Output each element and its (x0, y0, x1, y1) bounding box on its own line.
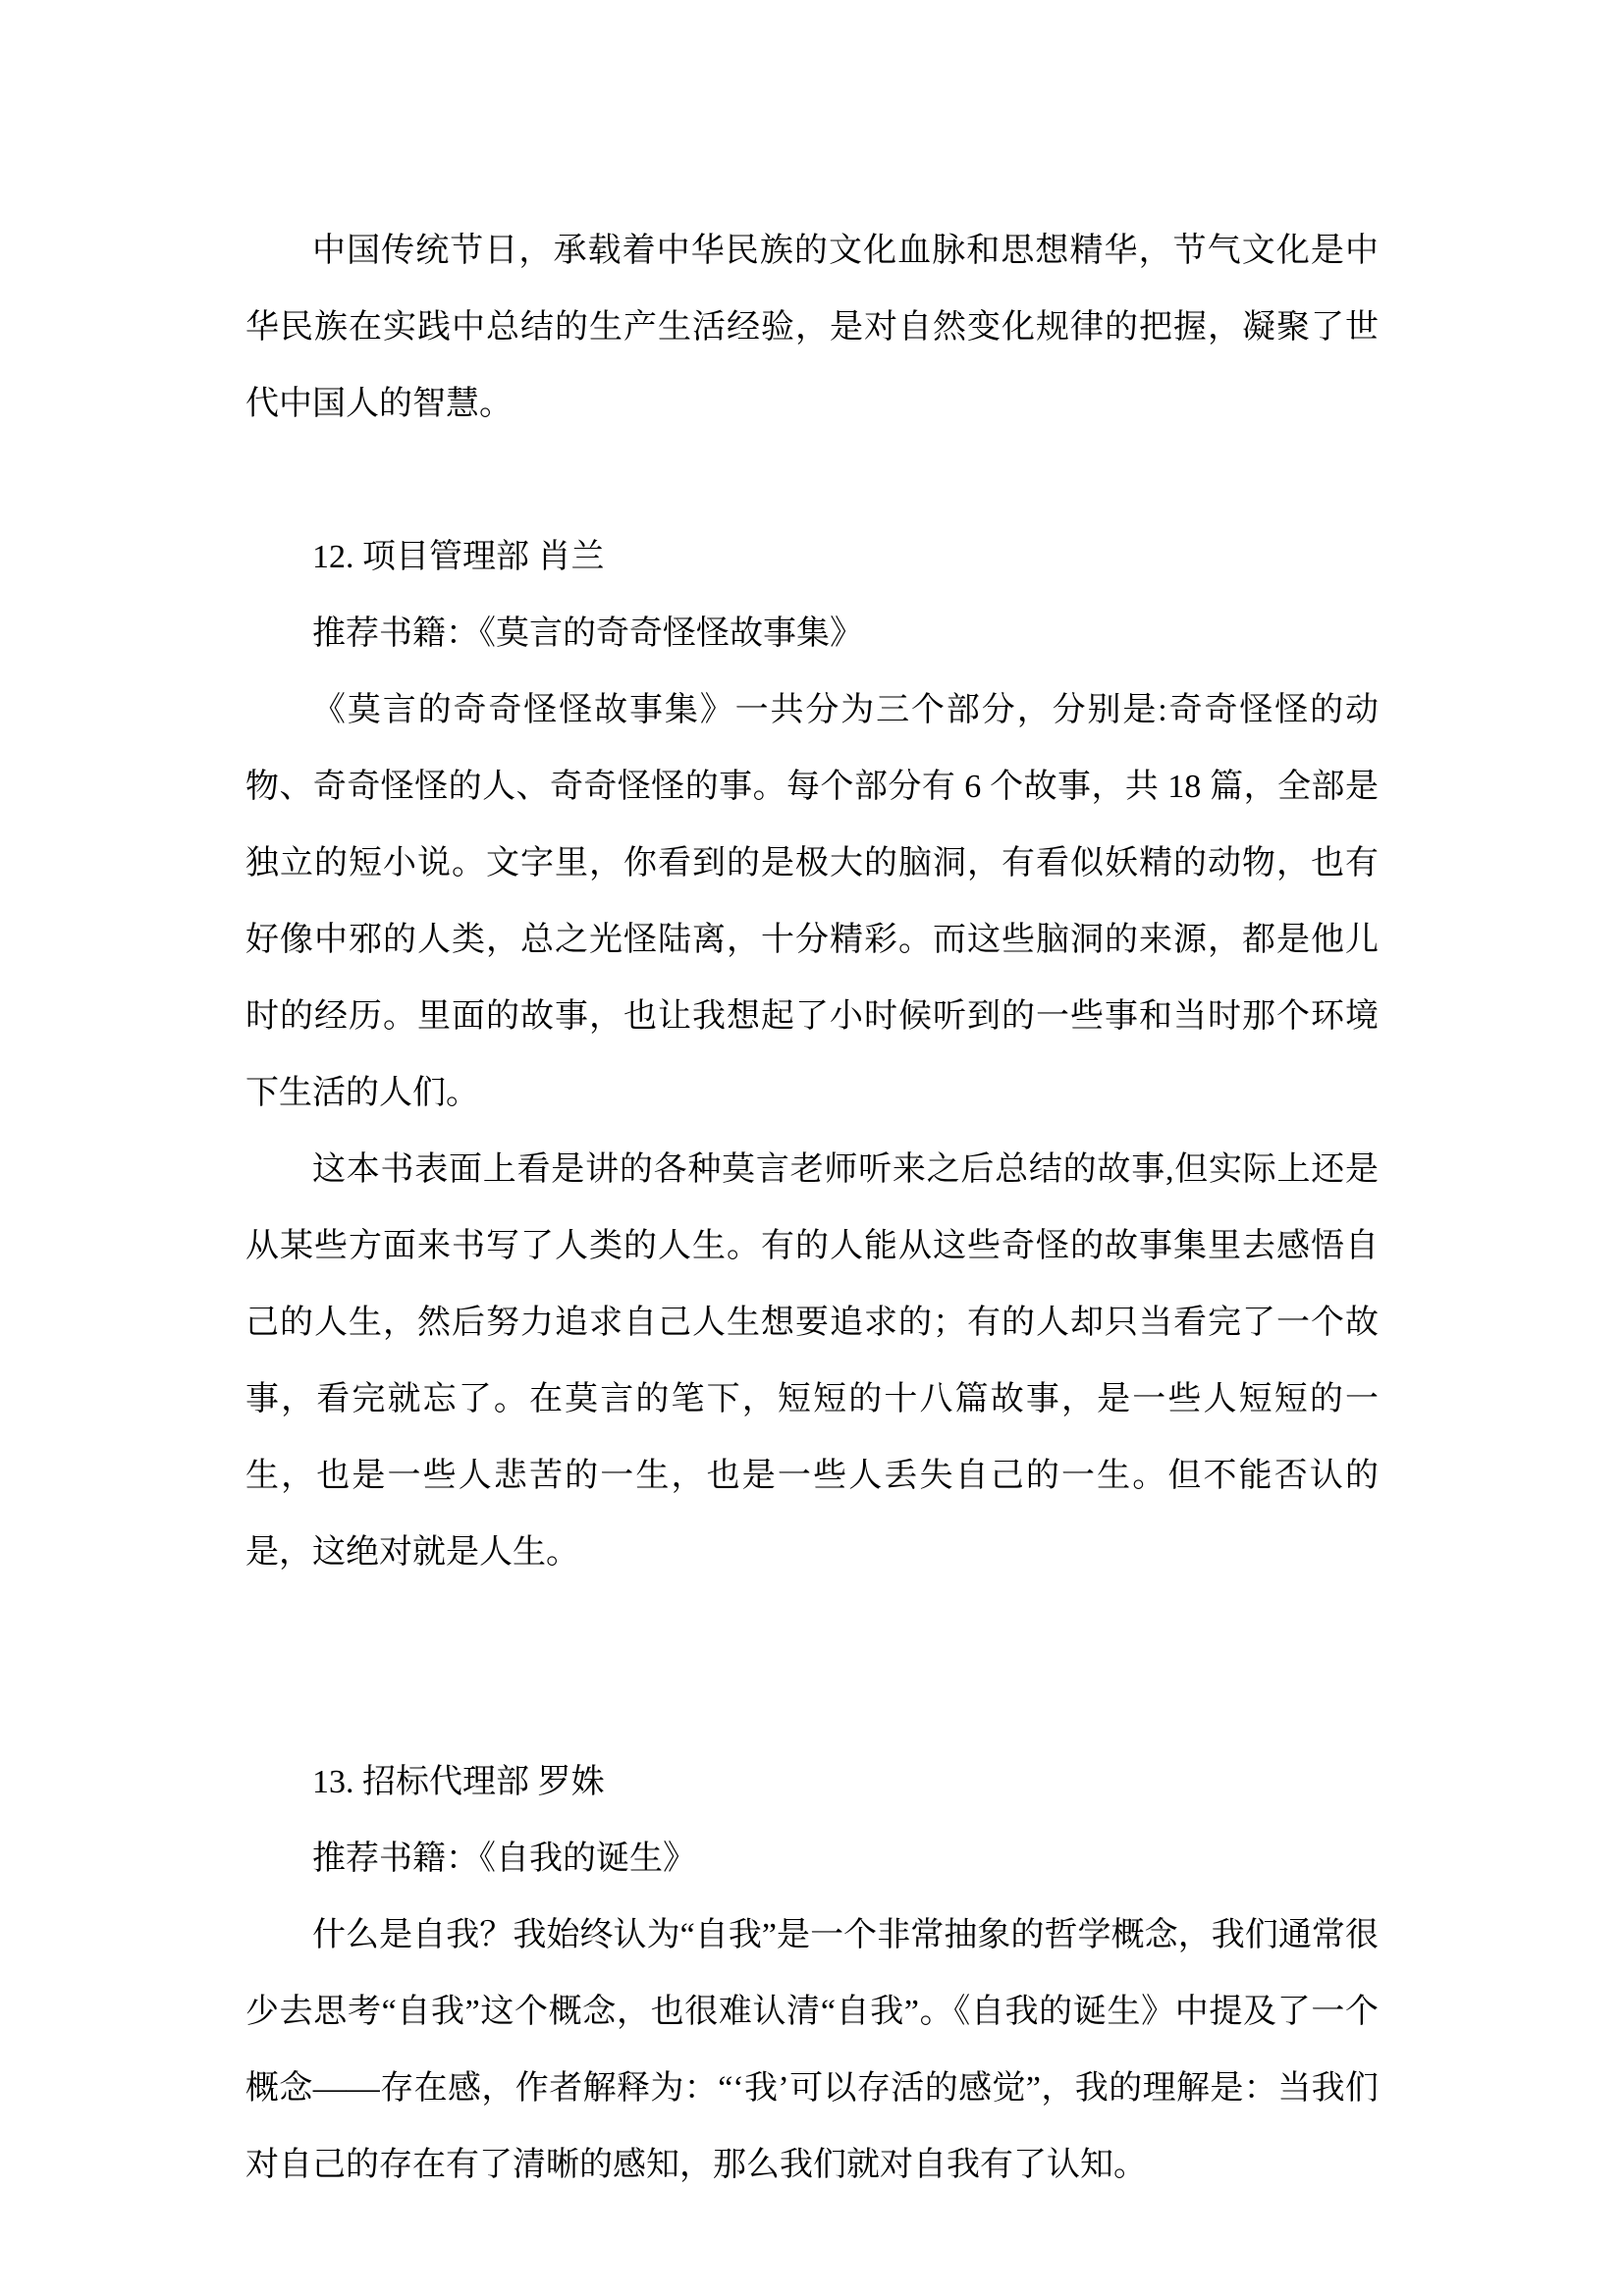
intro-paragraph: 中国传统节日，承载着中华民族的文化血脉和思想精华，节气文化是中华民族在实践中总结的生产生活经验，是对自然变化规律的把握，凝聚了世代中国人的智慧。 (245, 233, 1379, 422)
book-entry-13 (245, 1744, 1379, 2204)
entry-13-recommendation: 推荐书籍：《自我的诞生》 (312, 1841, 696, 1877)
entry-12-paragraph-2: 这本书表面上看是讲的各种莫言老师听来之后总结的故事,但实际上还是从某些方面来书写了人类的人生。有的人能从这些奇怪的故事集里去感悟自己的人生，然后努力追求自己人生想要追求的；有的人却只当看完了一个故事，看完就忘了。在莫言的笔下，短短的十八篇故事，是一些人短短的一生，也是一些人悲苦的一生，也是一些人丢失自己的一生。但不能否认的是，这绝对就是人生。 (245, 1151, 1379, 1571)
entry-12-paragraph-1: 《莫言的奇奇怪怪故事集》一共分为三个部分，分别是:奇奇怪怪的动物、奇奇怪怪的人、奇奇怪怪的事。每个部分有 6 个故事，共 18 篇，全部是独立的短小说。文字里，你看到的是极大的脑洞，有看似妖精的动物，也有好像中邪的人类，总之光怪陆离，十分精彩。而这些脑洞的来源，都是他儿时的经历。里面的故事，也让我想起了小时候听到的一些事和当时那个环境下生活的人们。 (245, 692, 1379, 1111)
entry-12-recommendation: 推荐书籍：《莫言的奇奇怪怪故事集》 (312, 615, 863, 652)
entry-13-paragraph-1: 什么是自我？我始终认为“自我”是一个非常抽象的哲学概念，我们通常很少去思考“自我”这个概念，也很难认清“自我”。《自我的诞生》中提及了一个概念——存在感，作者解释为：“‘我’可以存活的感觉”，我的理解是：当我们对自己的存在有了清晰的感知，那么我们就对自我有了认知。 (245, 1917, 1379, 2183)
entry-12-heading: 12. 项目管理部 肖兰 (312, 539, 605, 575)
entry-13-heading: 13. 招标代理部 罗姝 (312, 1764, 605, 1800)
book-entry-12 (245, 519, 1379, 1591)
